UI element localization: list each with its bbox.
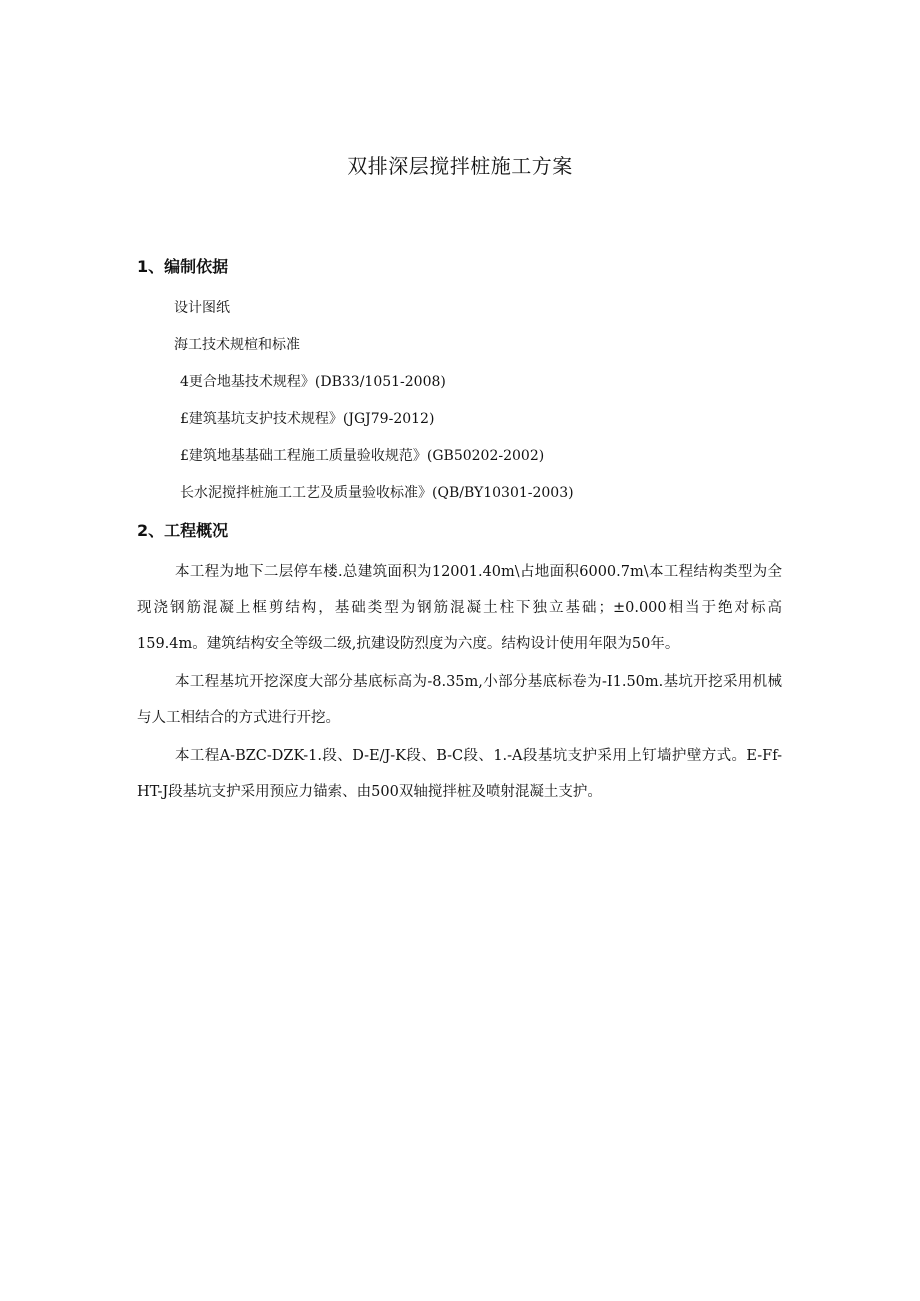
reference-item: 海工技术规楦和标准 [174,337,300,353]
page-title: 双排深层搅拌桩施工方案 [347,154,573,178]
reference-item: 设计图纸 [174,300,230,316]
reference-item: 长水泥搅拌桩施工工艺及质量验收标准》(QB/BY10301-2003) [180,485,574,501]
paragraph: 本工程基坑开挖深度大部分基底标高为-8.35m,小部分基底标卷为-I1.50m.基坑开挖采用机械与人工相结合的方式进行开挖。 [137,674,782,726]
reference-item: £建筑地基基础工程施工质量验收规范》(GB50202-2002) [180,448,545,464]
overview-body [137,554,782,812]
paragraph: 本工程A-BZC-DZK-1.段、D-E/J-K段、B-C段、1.-A段基坑支护采用上钉墙护壁方式。E-Ff-HT-J段基坑支护采用预应力锚索、由500双轴搅拌桩及喷射混凝土支护。 [137,748,782,800]
reference-list [174,290,814,512]
reference-item: 4更合地基技术规程》(DB33/1051-2008) [180,374,446,390]
reference-item: £建筑基坑支护技术规程》(JGJ79-2012) [180,411,435,427]
paragraph: 本工程为地下二层停车楼.总建筑面积为12001.40m\占地面积6000.7m\本工程结构类型为全现浇钢筋混凝上框剪结构，基础类型为钢筋混凝土柱下独立基础；±0.000相当于绝对标高159.4m。建筑结构安全等级二级,抗建设防烈度为六度。结构设计使用年限为50年。 [137,564,782,652]
section-heading-overview: 2、工程概况 [137,521,229,540]
section-heading-basis: 1、编制依据 [137,257,229,276]
